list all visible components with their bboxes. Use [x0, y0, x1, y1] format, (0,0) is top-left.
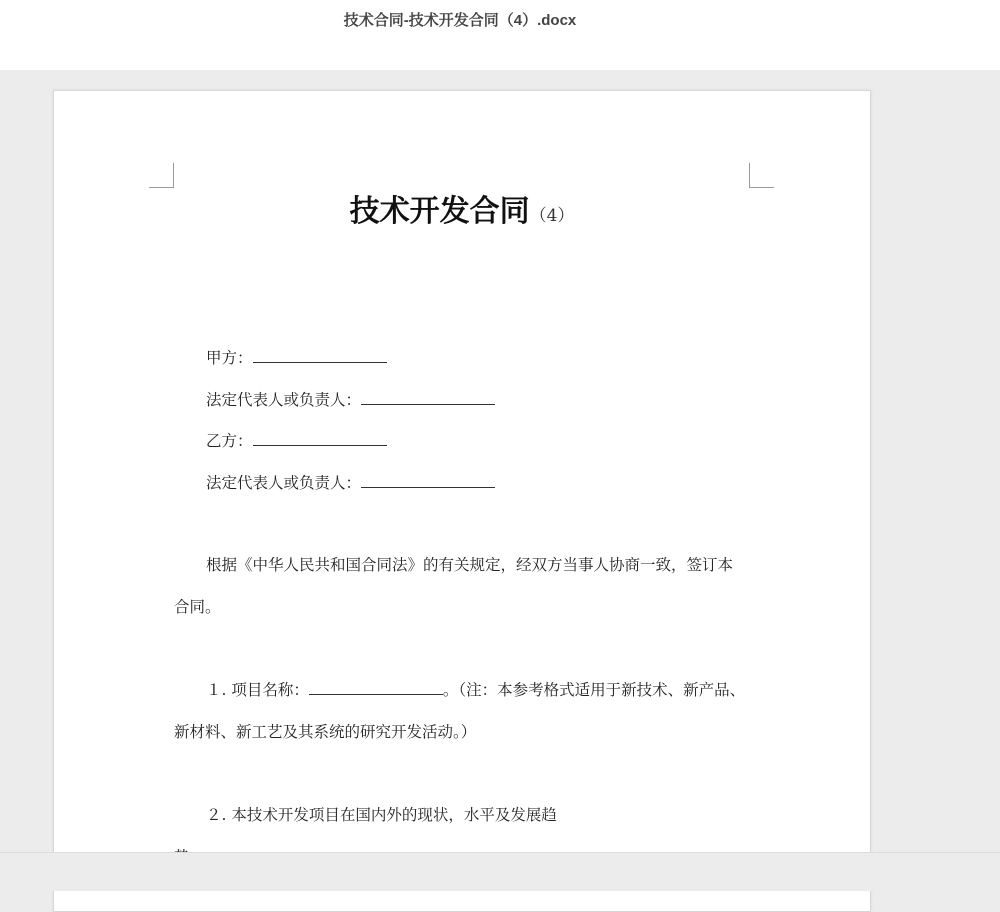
legal-rep-b-label: 法定代表人或负责人：	[206, 474, 362, 492]
party-b-line	[206, 429, 387, 451]
party-b-label: 乙方：	[206, 432, 253, 450]
bottom-bar	[0, 852, 1000, 891]
intro-paragraph-line2: 合同。	[174, 598, 221, 616]
crop-mark-top-right	[749, 163, 774, 188]
title-bar	[0, 0, 1000, 70]
party-a-label: 甲方：	[206, 349, 253, 367]
item1-note: 。（注：本参考格式适用于新技术、新产品、	[442, 681, 746, 699]
legal-rep-a-blank	[361, 389, 495, 405]
legal-rep-a-line	[206, 388, 495, 410]
legal-rep-b-line	[206, 471, 495, 493]
item2-line1: ２. 本技术开发项目在国内外的现状，水平及发展趋	[206, 806, 557, 824]
title-number: （4）	[529, 206, 575, 226]
document-viewer[interactable]	[0, 70, 1000, 852]
legal-rep-a-label: 法定代表人或负责人：	[206, 391, 362, 409]
party-a-blank	[253, 347, 387, 363]
document-filename: 技术合同-技术开发合同（4）.docx	[343, 12, 577, 29]
item1-line2: 新材料、新工艺及其系统的研究开发活动。）	[174, 723, 477, 741]
item1-label: １. 项目名称：	[206, 681, 309, 699]
title-main-text: 技术开发合同	[349, 194, 530, 229]
party-b-blank	[253, 430, 387, 446]
document-title	[54, 186, 870, 230]
legal-rep-b-blank	[361, 472, 495, 488]
intro-paragraph-line1: 根据《中华人民共和国合同法》的有关规定，经双方当事人协商一致，签订本	[206, 556, 734, 574]
item1-line	[206, 678, 745, 700]
item1-blank	[309, 679, 443, 695]
party-a-line	[206, 346, 387, 368]
document-page[interactable]	[53, 90, 871, 912]
crop-mark-top-left	[149, 163, 174, 188]
